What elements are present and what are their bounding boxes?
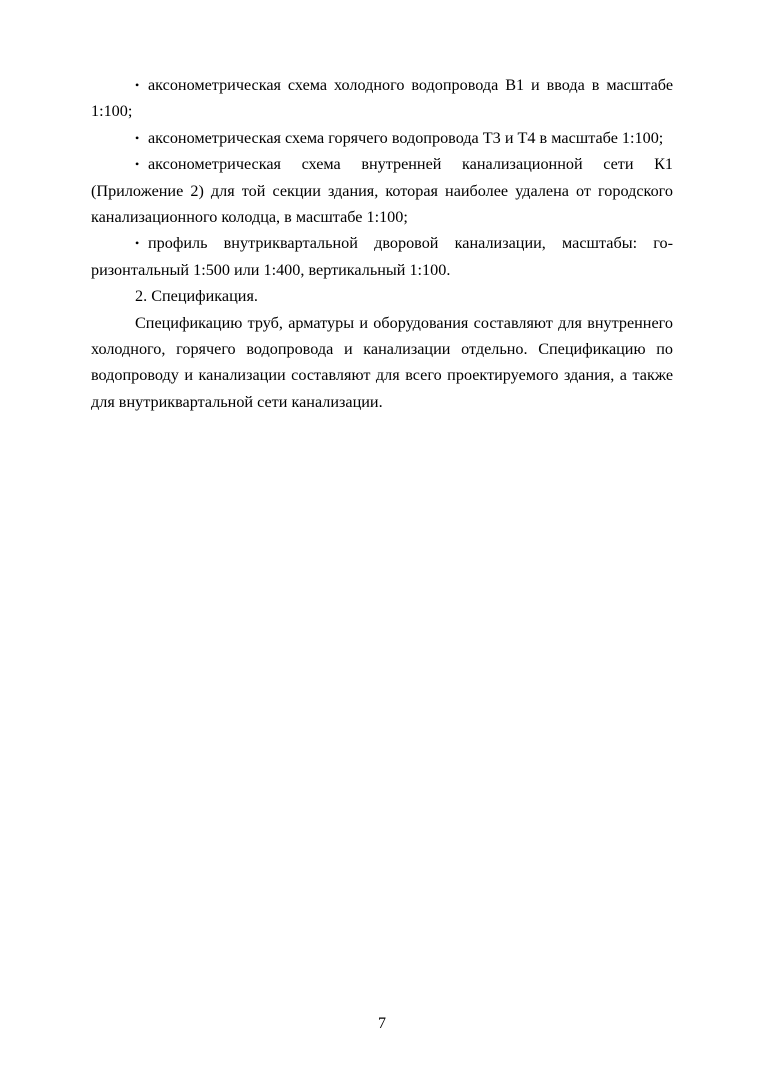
bullet-item-hot-water-scheme xyxy=(91,125,673,151)
paragraph-text: аксонометрическая схема внутренней канализационной сети К1 (Приложение 2) для той секции здания, которая наиболее удалена от городского канализационного колодца, в масштабе 1:100; xyxy=(91,155,673,227)
paragraph-text: аксонометрическая схема горячего водопровода Т3 и Т4 в масштабе 1:100; xyxy=(148,128,664,147)
section-heading-specification: 2. Спецификация. xyxy=(135,287,258,306)
bullet-icon: • xyxy=(135,130,140,145)
page-number: 7 xyxy=(378,1015,386,1032)
bullet-item-cold-water-scheme xyxy=(91,72,673,125)
paragraph-text: аксонометрическая схема холодного водопровода В1 и ввода в масштабе 1:100; xyxy=(91,76,673,121)
bullet-icon: • xyxy=(135,157,140,172)
bullet-item-sewer-scheme xyxy=(91,151,673,230)
bullet-icon: • xyxy=(135,236,140,251)
paragraph-text: профиль внутриквартальной дворовой канализации, масштабы: горизонтальный 1:500 или 1:400, вертикальный 1:100. xyxy=(91,234,673,279)
document-body xyxy=(91,72,673,415)
specification-paragraph: Спецификацию труб, арматуры и оборудования составляют для внутреннего холодного, горячего водопровода и канализации отдельно. Спецификацию по водопроводу и канализации составляют для всего проектируемого здания, а также для внутриквартальной сети канализации. xyxy=(91,313,673,411)
bullet-icon: • xyxy=(135,78,140,92)
bullet-item-sewer-profile xyxy=(91,230,673,283)
